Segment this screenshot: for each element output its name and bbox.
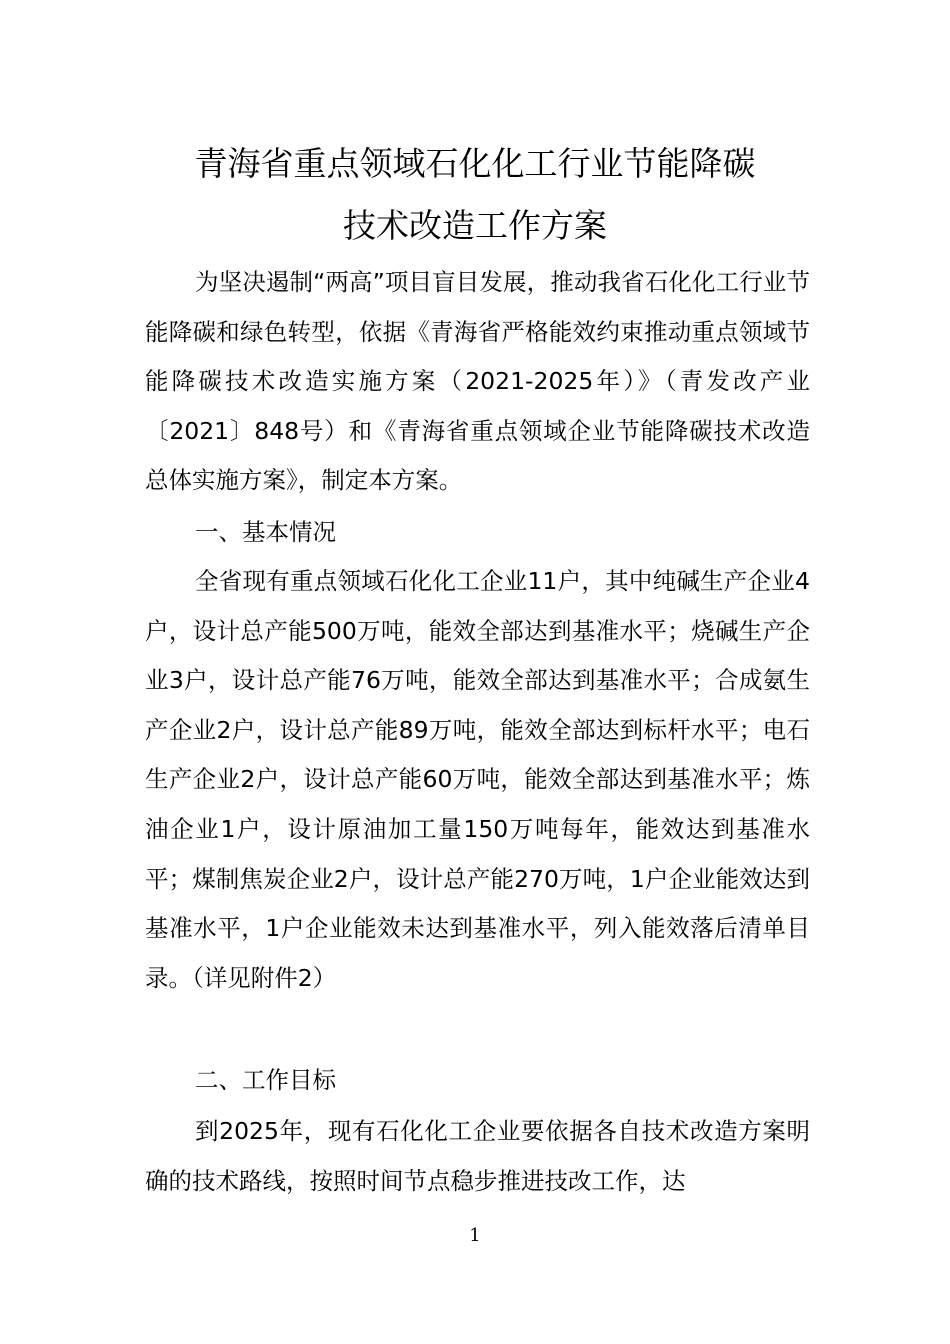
intro-text: 为坚决遏制“两高”项目盲目发展，推动我省石化化工行业节能降碳和绿色转型，依据《青海省严格能效约束推动重点领域节能降碳技术改造实施方案（2021-2025年）》（青发改产业〔2021〕848号）和《青海省重点领域企业节能降碳技术改造总体实施方案》，制定本方案。 <box>145 268 810 495</box>
section-1-heading-block <box>145 508 810 558</box>
section-2-paragraph <box>145 1107 810 1206</box>
page-number: 1 <box>469 1225 481 1246</box>
section-2-heading: 二、工作目标 <box>195 1066 336 1094</box>
document-title-line-1: 青海省重点领域石化化工行业节能降碳 <box>194 144 756 183</box>
section-1-paragraph <box>145 557 810 1003</box>
section-2-heading-block <box>145 1056 810 1106</box>
section-1-heading: 一、基本情况 <box>195 518 336 546</box>
section-2-text: 到2025年，现有石化化工企业要依据各自技术改造方案明确的技术路线，按照时间节点稳步推进技改工作，达 <box>145 1117 810 1195</box>
document-title-line-2: 技术改造工作方案 <box>343 206 607 245</box>
intro-paragraph <box>145 258 810 506</box>
section-1-text: 全省现有重点领域石化化工企业11户，其中纯碱生产企业4户，设计总产能500万吨，能效全部达到基准水平；烧碱生产企业3户，设计总产能76万吨，能效全部达到基准水平；合成氨生产企业2户，设计总产能89万吨，能效全部达到标杆水平；电石生产企业2户，设计总产能60万吨，能效全部达到基准水平；炼油企业1户，设计原油加工量150万吨每年，能效达到基准水平；煤制焦炭企业2户，设计总产能270万吨，1户企业能效达到基准水平，1户企业能效未达到基准水平，列入能效落后清单目录。（详见附件2） <box>145 567 810 992</box>
